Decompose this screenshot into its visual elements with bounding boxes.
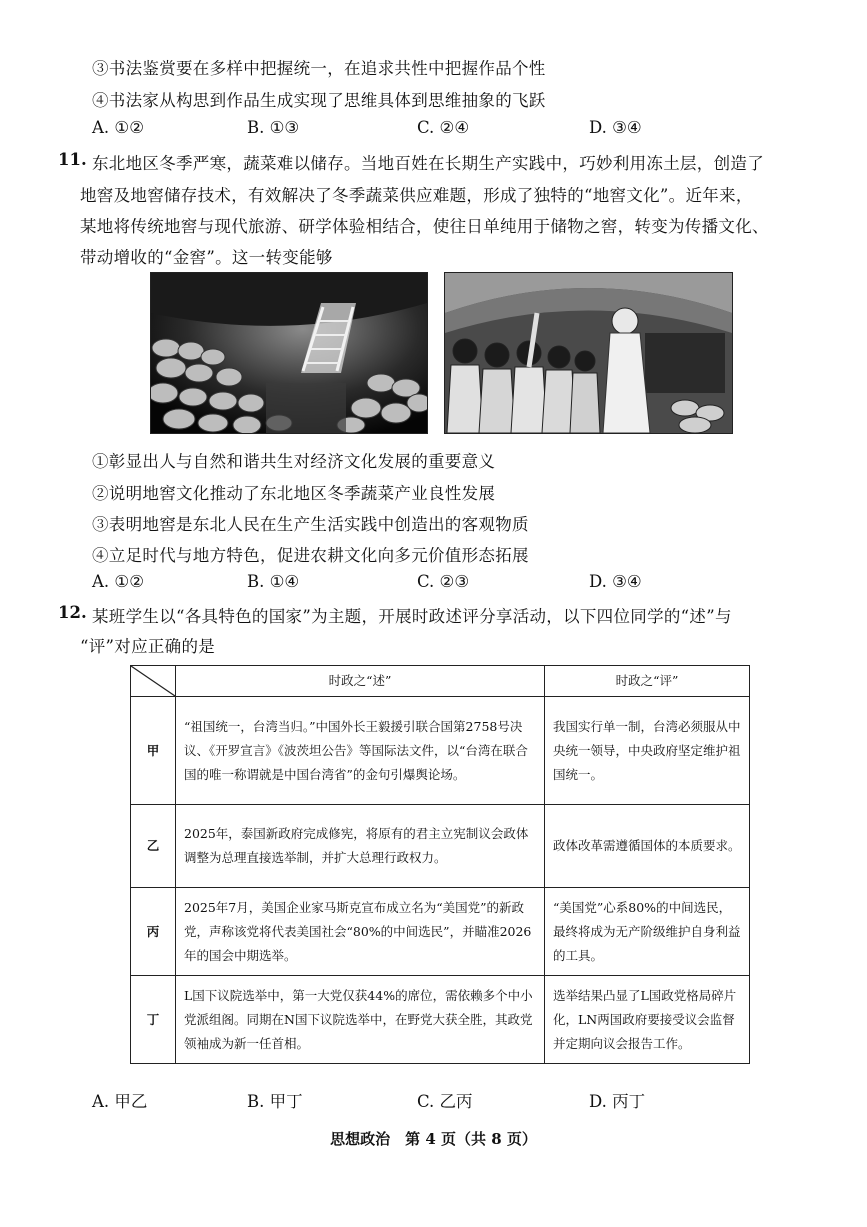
- row-ping-ding: 选举结果凸显了L国政党格局碎片化，LN两国政府要接受议会监督并定期向议会报告工作。: [545, 976, 750, 1064]
- header-ping: 时政之“评”: [545, 666, 750, 697]
- row-ping-bing: “美国党”心系80%的中间选民，最终将成为无产阶级维护自身利益的工具。: [545, 888, 750, 976]
- cellar-storage-image: [151, 273, 427, 433]
- table-corner-cell: [131, 666, 176, 697]
- q11-item-3: ③表明地窖是东北人民在生产生活实践中创造出的客观物质: [92, 515, 529, 534]
- q10-item-4: ④书法家从构思到作品生成实现了思维具体到思维抽象的飞跃: [92, 91, 546, 110]
- q10-option-b[interactable]: B. ①③: [247, 118, 300, 137]
- table-row: [131, 697, 750, 805]
- q11-option-b[interactable]: B. ①④: [247, 572, 300, 591]
- row-mark-bing: 丙: [131, 888, 176, 976]
- q11-stem-line-2: 地窖及地窖储存技术，有效解决了冬季蔬菜供应难题，形成了独特的“地窖文化”。近年来，: [80, 186, 753, 205]
- q10-option-d[interactable]: D. ③④: [589, 118, 642, 137]
- table-row: [131, 888, 750, 976]
- row-ping-yi: 政体改革需遵循国体的本质要求。: [545, 805, 750, 888]
- row-shu-jia: “祖国统一，台湾当归。”中国外长王毅援引联合国第2758号决议、《开罗宣言》《波茨坦公告》等国际法文件，以“台湾在联合国的唯一称谓就是中国台湾省”的金句引爆舆论场。: [176, 697, 545, 805]
- q12-option-d[interactable]: D. 丙丁: [589, 1092, 646, 1111]
- q12-option-a[interactable]: A. 甲乙: [92, 1092, 148, 1111]
- q10-item-3: ③书法鉴赏要在多样中把握统一，在追求共性中把握作品个性: [92, 59, 546, 78]
- q11-option-c[interactable]: C. ②③: [417, 572, 470, 591]
- study-tour-photo: [444, 272, 733, 434]
- q11-option-a[interactable]: A. ①②: [92, 572, 144, 591]
- row-mark-ding: 丁: [131, 976, 176, 1064]
- row-shu-yi: 2025年，泰国新政府完成修宪，将原有的君主立宪制议会政体调整为总理直接选举制，并扩大总理行政权力。: [176, 805, 545, 888]
- row-mark-jia: 甲: [131, 697, 176, 805]
- q11-item-1: ①彰显出人与自然和谐共生对经济文化发展的重要意义: [92, 452, 496, 471]
- commentary-table: [130, 665, 750, 1064]
- q11-stem-line-1: 东北地区冬季严寒，蔬菜难以储存。当地百姓在长期生产实践中，巧妙利用冻土层，创造了: [92, 154, 764, 173]
- q12-option-b[interactable]: B. 甲丁: [247, 1092, 303, 1111]
- q10-option-c[interactable]: C. ②④: [417, 118, 470, 137]
- header-shu: 时政之“述”: [176, 666, 545, 697]
- q12-option-c[interactable]: C. 乙丙: [417, 1092, 473, 1111]
- table-header-row: [131, 666, 750, 697]
- cellar-storage-photo: [150, 272, 428, 434]
- row-shu-ding: L国下议院选举中，第一大党仅获44%的席位，需依赖多个中小党派组阁。同期在N国下议院选举中，在野党大获全胜，其政党领袖成为新一任首相。: [176, 976, 545, 1064]
- q11-stem-line-4: 带动增收的“金窖”。这一转变能够: [80, 248, 333, 267]
- row-mark-yi: 乙: [131, 805, 176, 888]
- q12-stem-line-1: 某班学生以“各具特色的国家”为主题，开展时政述评分享活动，以下四位同学的“述”与: [92, 607, 732, 626]
- q11-item-2: ②说明地窖文化推动了东北地区冬季蔬菜产业良性发展: [92, 484, 496, 503]
- study-tour-image: [445, 273, 732, 433]
- q11-number: 11.: [58, 150, 87, 169]
- q10-option-a[interactable]: A. ①②: [92, 118, 144, 137]
- q11-stem-line-3: 某地将传统地窖与现代旅游、研学体验相结合，使往日单纯用于储物之窖，转变为传播文化、: [80, 217, 769, 236]
- q11-option-d[interactable]: D. ③④: [589, 572, 642, 591]
- table-row: [131, 976, 750, 1064]
- page-footer: 思想政治 第 4 页（共 8 页）: [330, 1130, 537, 1148]
- diagonal-line: [131, 666, 175, 696]
- q12-stem-line-2: “评”对应正确的是: [80, 637, 216, 656]
- q12-number: 12.: [58, 603, 87, 622]
- q11-item-4: ④立足时代与地方特色，促进农耕文化向多元价值形态拓展: [92, 546, 529, 565]
- table-row: [131, 805, 750, 888]
- row-shu-bing: 2025年7月，美国企业家马斯克宣布成立名为“美国党”的新政党，声称该党将代表美国社会“80%的中间选民”，并瞄准2026年的国会中期选举。: [176, 888, 545, 976]
- row-ping-jia: 我国实行单一制，台湾必须服从中央统一领导，中央政府坚定维护祖国统一。: [545, 697, 750, 805]
